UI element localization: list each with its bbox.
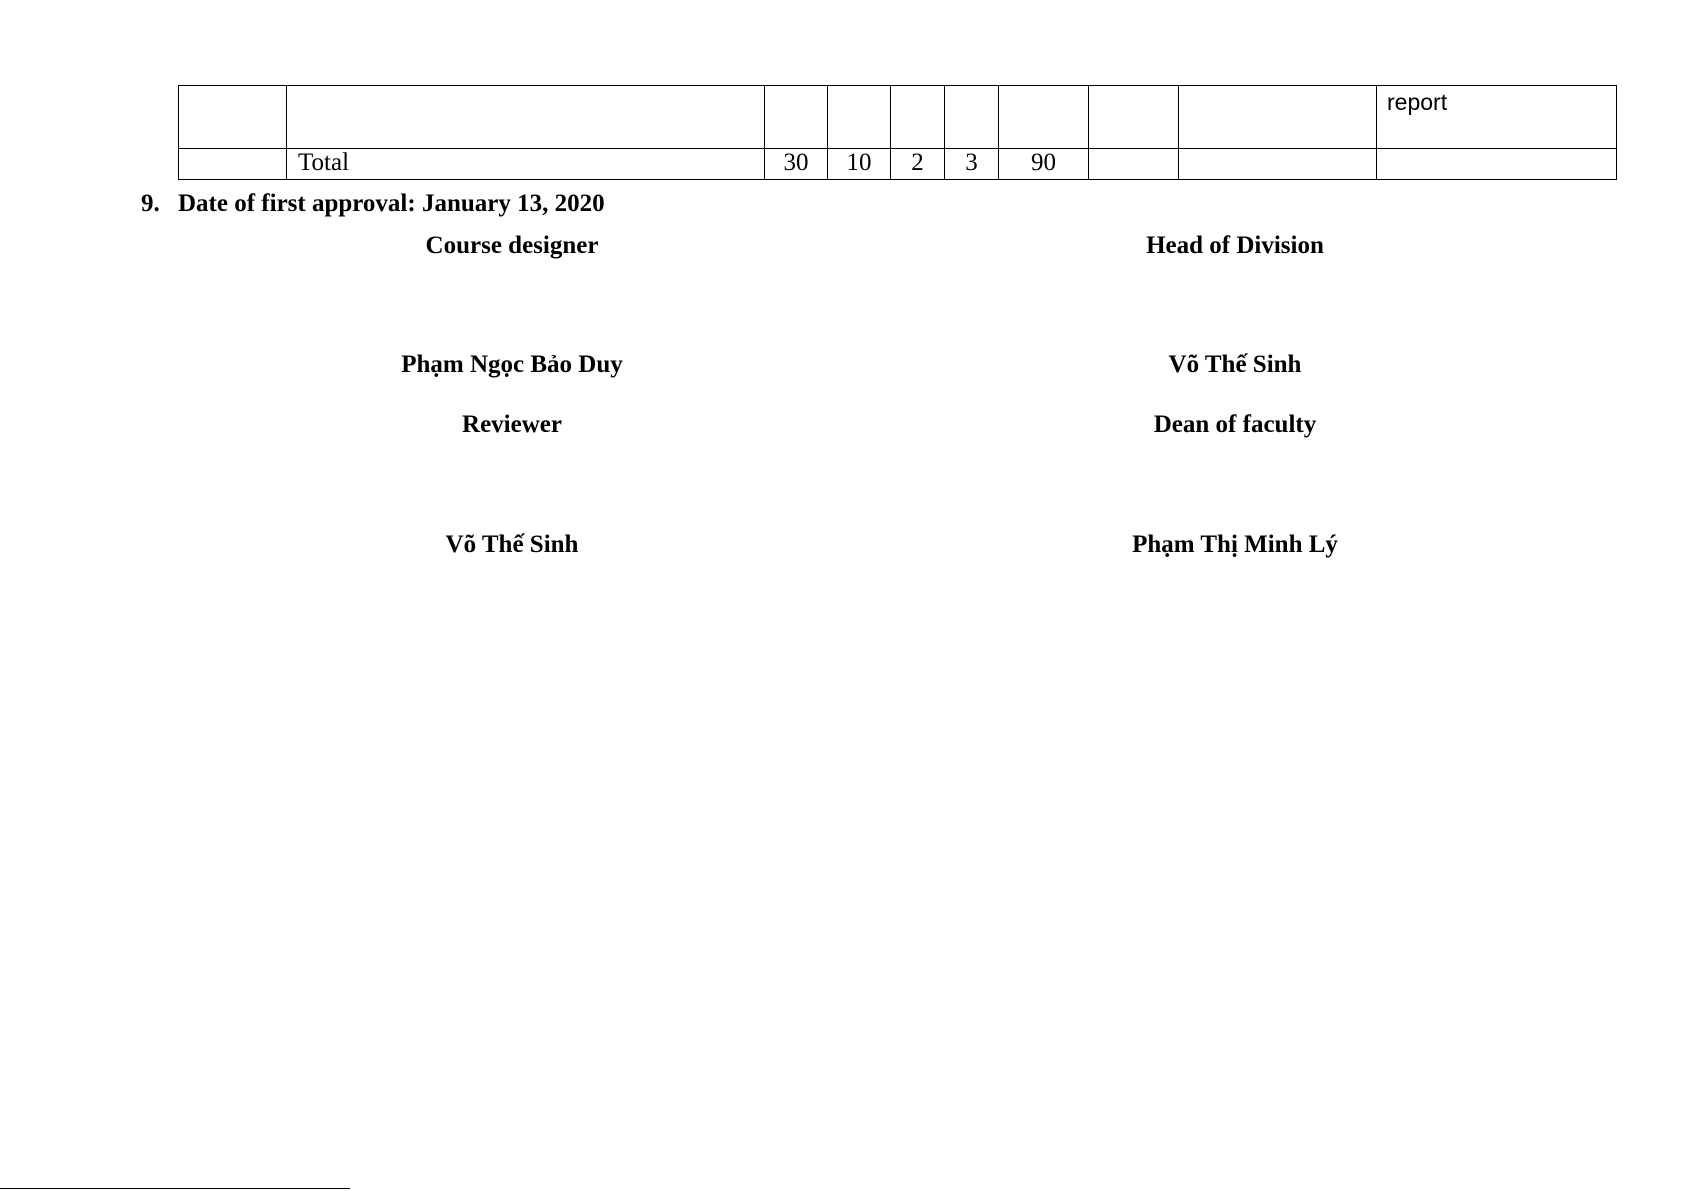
table-cell: report: [1377, 86, 1617, 149]
reviewer-role: Reviewer: [462, 411, 562, 438]
table-cell: [1089, 149, 1179, 180]
table-row: [179, 86, 1617, 149]
assessment-table: [178, 85, 1617, 180]
table-cell: [828, 86, 891, 149]
table-cell: [287, 86, 765, 149]
table-cell: [179, 149, 287, 180]
table-cell: [945, 86, 999, 149]
table-cell: [1179, 86, 1377, 149]
dean-of-faculty-name: Phạm Thị Minh Lý: [1132, 531, 1338, 558]
table-cell: 2: [891, 149, 945, 180]
course-designer-role: Course designer: [425, 232, 599, 259]
table-cell: 90: [999, 149, 1089, 180]
section-text: Date of first approval: January 13, 2020: [178, 190, 605, 217]
footnote-separator: [0, 1188, 350, 1189]
table-row-total: [179, 149, 1617, 180]
dean-of-faculty-role: Dean of faculty: [1153, 411, 1317, 438]
table-cell: [179, 86, 287, 149]
table-cell: [1089, 86, 1179, 149]
table-cell: 3: [945, 149, 999, 180]
table-cell: [891, 86, 945, 149]
table-cell: 30: [765, 149, 828, 180]
table-cell: [765, 86, 828, 149]
section-number: 9.: [141, 190, 160, 217]
reviewer-name: Võ Thế Sinh: [445, 531, 579, 558]
table-cell: [1179, 149, 1377, 180]
table-cell: [1377, 149, 1617, 180]
table-cell: 10: [828, 149, 891, 180]
head-of-division-role: Head of Division: [1146, 232, 1324, 259]
approval-date-heading: [141, 190, 605, 218]
total-label: Total: [287, 149, 765, 180]
course-designer-name: Phạm Ngọc Bảo Duy: [401, 351, 623, 378]
head-of-division-name: Võ Thế Sinh: [1168, 351, 1302, 378]
table-cell: [999, 86, 1089, 149]
